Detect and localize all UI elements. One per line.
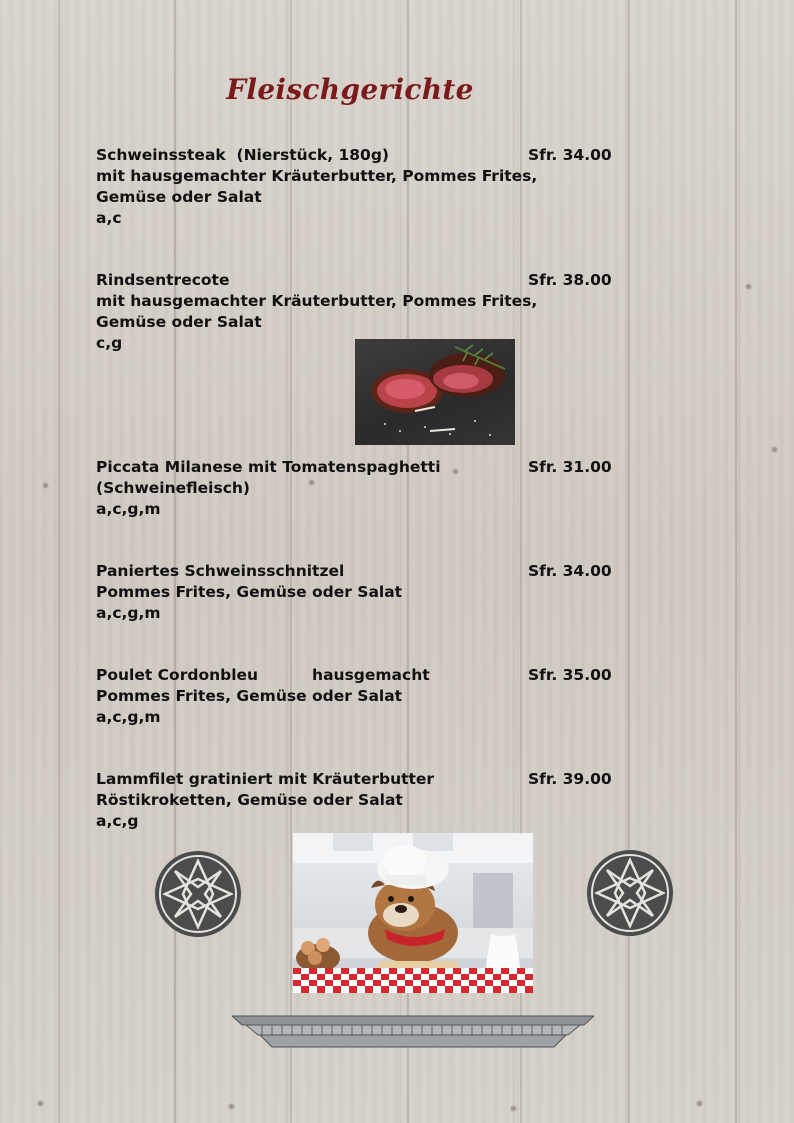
steak-illustration <box>355 339 515 445</box>
allergen-codes: a,c,g,m <box>96 500 161 518</box>
dish-name: Rindsentrecote <box>96 271 230 289</box>
dish-price: Sfr. 38.00 <box>528 271 612 289</box>
wood-knot <box>42 482 49 489</box>
page-title: Fleischgerichte <box>226 73 474 106</box>
wood-knot <box>37 1100 44 1107</box>
allergen-codes: a,c,g,m <box>96 604 161 622</box>
dish-price: Sfr. 34.00 <box>528 562 612 580</box>
dish-price: Sfr. 39.00 <box>528 770 612 788</box>
dish-price: Sfr. 31.00 <box>528 458 612 476</box>
allergen-codes: a,c,g <box>96 812 139 830</box>
plank-seam <box>58 0 60 1123</box>
dish-description: Röstikroketten, Gemüse oder Salat <box>96 791 403 809</box>
menu-item <box>96 145 616 229</box>
allergen-codes: a,c,g,m <box>96 708 161 726</box>
dish-name: Lammfilet gratiniert mit Kräuterbutter <box>96 770 435 788</box>
menu-item <box>96 769 616 832</box>
steak-photo <box>355 339 515 445</box>
dish-name: Paniertes Schweinsschnitzel <box>96 562 345 580</box>
menu-item <box>96 665 616 728</box>
bulldog-chef-photo <box>293 833 533 993</box>
dish-description: Pommes Frites, Gemüse oder Salat <box>96 687 403 705</box>
celtic-knot-icon <box>153 849 243 939</box>
wood-knot <box>696 1100 703 1107</box>
dish-description: mit hausgemachter Kräuterbutter, Pommes Frites, <box>96 167 538 185</box>
celtic-knot-icon <box>585 848 675 938</box>
dish-description: Gemüse oder Salat <box>96 188 262 206</box>
wood-knot <box>228 1103 235 1110</box>
allergen-codes: a,c <box>96 209 122 227</box>
dish-name: Poulet Cordonbleu hausgemacht <box>96 666 430 684</box>
dish-name: Piccata Milanese mit Tomatenspaghetti <box>96 458 441 476</box>
menu-item <box>96 457 616 520</box>
dish-price: Sfr. 35.00 <box>528 666 612 684</box>
allergen-codes: c,g <box>96 334 123 352</box>
dish-description: Pommes Frites, Gemüse oder Salat <box>96 583 403 601</box>
dish-name: Schweinssteak (Nierstück, 180g) <box>96 146 390 164</box>
wood-knot <box>745 283 752 290</box>
dish-description: mit hausgemachter Kräuterbutter, Pommes Frites, <box>96 292 538 310</box>
dish-description: Gemüse oder Salat <box>96 313 262 331</box>
plank-seam <box>735 0 737 1123</box>
plank-seam <box>628 0 630 1123</box>
dish-description: (Schweinefleisch) <box>96 479 251 497</box>
ornamental-shelf <box>232 1013 594 1053</box>
menu-item <box>96 561 616 624</box>
bulldog-chef-illustration <box>293 833 533 993</box>
wood-knot <box>771 446 778 453</box>
dish-price: Sfr. 34.00 <box>528 146 612 164</box>
wood-knot <box>510 1105 517 1112</box>
